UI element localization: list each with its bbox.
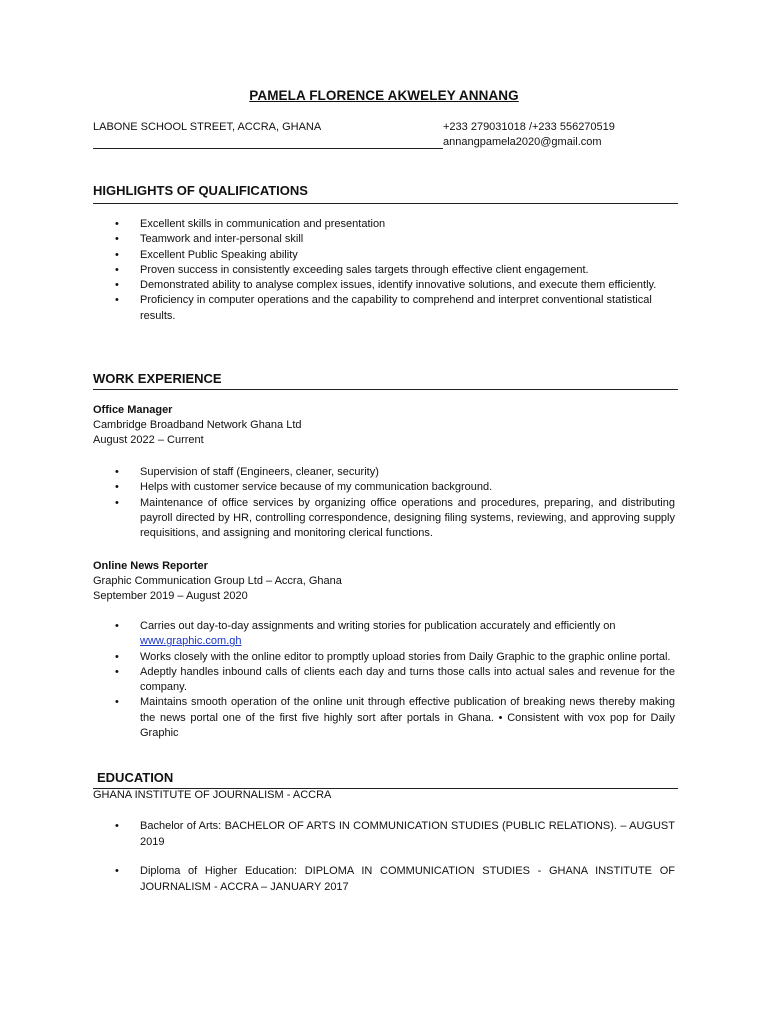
list-item: • Works closely with the online editor to promptly upload stories from Daily Graphic to the graphic online portal. <box>115 650 675 665</box>
list-item: • Proven success in consistently exceeding sales targets through effective client engagement. <box>115 263 675 278</box>
email-address: annangpamela2020@gmail.com <box>443 136 602 148</box>
job-title: Office Manager <box>93 404 173 416</box>
list-item: • Helps with customer service because of my communication background. <box>115 480 675 495</box>
job-dates: September 2019 – August 2020 <box>93 590 248 602</box>
job-office-manager <box>93 403 302 448</box>
office-manager-duties <box>115 465 675 541</box>
job-title: Online News Reporter <box>93 560 208 572</box>
highlights-list <box>115 217 675 324</box>
education-list <box>115 819 675 895</box>
highlights-divider <box>93 203 678 204</box>
list-item: • Bachelor of Arts: BACHELOR OF ARTS IN COMMUNICATION STUDIES (PUBLIC RELATIONS). – AUGUST 2019 <box>115 819 675 850</box>
education-heading: EDUCATION <box>97 770 174 785</box>
list-item: • Proficiency in computer operations and the capability to comprehend and interpret conventional statistical results. <box>115 293 675 324</box>
job-online-news-reporter <box>93 559 342 604</box>
work-experience-heading: WORK EXPERIENCE <box>93 371 222 386</box>
job-company: Graphic Communication Group Ltd – Accra, Ghana <box>93 575 342 587</box>
list-item: • Teamwork and inter-personal skill <box>115 232 675 247</box>
list-item: • Demonstrated ability to analyse complex issues, identify innovative solutions, and execute them efficiently. <box>115 278 675 293</box>
news-reporter-duties <box>115 619 675 741</box>
list-item: • Diploma of Higher Education: DIPLOMA IN COMMUNICATION STUDIES - GHANA INSTITUTE OF JOURNALISM - ACCRA – JANUARY 2017 <box>115 864 675 895</box>
highlights-heading: HIGHLIGHTS OF QUALIFICATIONS <box>93 183 308 198</box>
school-name: GHANA INSTITUTE OF JOURNALISM - ACCRA <box>93 789 332 801</box>
job-company: Cambridge Broadband Network Ghana Ltd <box>93 419 302 431</box>
contact-divider <box>93 148 443 149</box>
graphic-website-link[interactable]: www.graphic.com.gh <box>140 635 242 648</box>
list-item <box>115 619 675 650</box>
work-experience-divider <box>93 389 678 390</box>
list-item: • Supervision of staff (Engineers, cleaner, security) <box>115 465 675 480</box>
list-item: • Maintains smooth operation of the online unit through effective publication of breaking news thereby making the news portal one of the first five highly sort after portals in Ghana. • Consistent with vox pop for Daily Graphic <box>115 695 675 741</box>
duty-text: Carries out day-to-day assignments and writing stories for publication accurately and efficiently on <box>140 620 616 632</box>
list-item: • Maintenance of office services by organizing office operations and procedures, preparing, and distributing payroll directed by HR, controlling correspondence, designing filing systems, reviewing, and approving supply requisitions, and assigning and monitoring clerical functions. <box>115 496 675 542</box>
phone-numbers: +233 279031018 /+233 556270519 <box>443 121 615 133</box>
contact-block <box>93 121 618 151</box>
address: LABONE SCHOOL STREET, ACCRA, GHANA <box>93 121 322 133</box>
list-item: • Excellent skills in communication and presentation <box>115 217 675 232</box>
job-dates: August 2022 – Current <box>93 434 204 446</box>
candidate-name: PAMELA FLORENCE AKWELEY ANNANG <box>249 88 519 103</box>
list-item: • Excellent Public Speaking ability <box>115 248 675 263</box>
list-item: • Adeptly handles inbound calls of clients each day and turns those calls into actual sales and revenue for the company. <box>115 665 675 696</box>
